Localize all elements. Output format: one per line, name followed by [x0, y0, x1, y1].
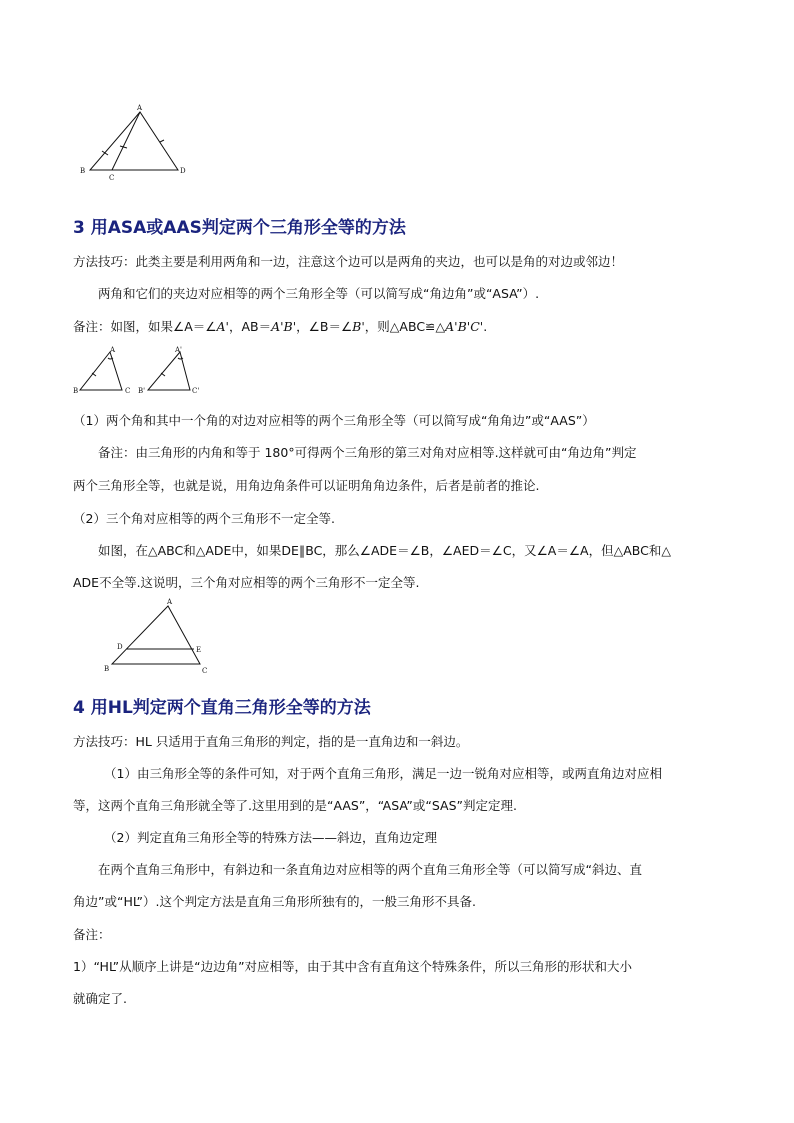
section-3-tip: 方法技巧：此类主要是利用两角和一边，注意这个边可以是两角的夹边，也可以是角的对边或邻边！ — [73, 254, 624, 269]
label-b: B — [104, 665, 110, 673]
label-c-prime: C' — [192, 387, 200, 395]
triangle-a1b1c1 — [148, 352, 190, 390]
angle-arc — [178, 358, 183, 359]
note-text: ，∠B＝∠ — [296, 319, 353, 334]
triangle-abc — [112, 606, 200, 664]
note-side-a1b1: A'B' — [271, 319, 297, 334]
note-text: 备注：如图，如果∠A＝∠ — [73, 319, 217, 334]
section-4-p1-line-1: （1）由三角形全等的条件可知，对于两个直角三角形，满足一边一锐角对应相等，或两直角边对应相 — [104, 766, 662, 781]
label-c: C — [125, 387, 131, 395]
section-3-rule: 两角和它们的夹边对应相等的两个三角形全等（可以简写成“角边角”或“ASA”）. — [98, 286, 540, 301]
label-a: A — [137, 104, 143, 112]
section-4-note-label: 备注： — [73, 927, 111, 942]
triangle-abc — [80, 352, 122, 390]
section-4-tip: 方法技巧：HL 只适用于直角三角形的判定，指的是一直角边和一斜边。 — [73, 734, 469, 749]
note-triangle-a1b1c1: A'B'C' — [445, 319, 484, 334]
triangle-outline — [90, 112, 178, 170]
section-3-example-line-2: ADE不全等.这说明，三个角对应相等的两个三角形不一定全等. — [73, 575, 420, 590]
section-4-p1-line-2: 等，这两个直角三角形就全等了.这里用到的是“AAS”，“ASA”或“SAS”判定定理. — [73, 798, 517, 813]
section-3-note-2-line-2: 两个三角形全等，也就是说，用角边角条件可以证明角角边条件，后者是前者的推论. — [73, 478, 540, 493]
angle-arc — [108, 358, 113, 359]
note-text: ，则△ABC≌△ — [364, 319, 446, 334]
label-c: C — [109, 174, 115, 182]
section-4-note-1-line-2: 就确定了. — [73, 991, 127, 1006]
section-3-heading: 3 用ASA或AAS判定两个三角形全等的方法 — [73, 218, 406, 238]
label-a: A — [167, 598, 173, 606]
label-b: B — [80, 167, 86, 175]
section-4-p3-line-2: 角边”或“HL”）.这个判定方法是直角三角形所独有的，一般三角形不具备. — [73, 894, 476, 909]
label-e: E — [196, 646, 202, 654]
note-text: . — [483, 319, 488, 334]
label-a-prime: A' — [175, 346, 182, 354]
label-b-prime: B' — [138, 387, 146, 395]
section-3-example-line-1: 如图，在△ABC和△ADE中，如果DE∥BC，那么∠ADE＝∠B，∠AED＝∠C，又∠A＝∠A，但△ABC和△ — [98, 543, 671, 558]
note-text: ，AB＝ — [228, 319, 272, 334]
section-4-p3-line-1: 在两个直角三角形中，有斜边和一条直角边对应相等的两个直角三角形全等（可以简写成“斜边、直 — [98, 862, 642, 877]
label-a: A — [110, 346, 116, 354]
figure-triangle-abd — [78, 100, 198, 182]
section-4-heading: 4 用HL判定两个直角三角形全等的方法 — [73, 698, 371, 718]
section-4-p2: （2）判定直角三角形全等的特殊方法——斜边，直角边定理 — [104, 830, 437, 845]
figure-two-triangles — [72, 346, 204, 398]
section-4-note-1-line-1: 1）“HL”从顺序上讲是“边边角”对应相等，由于其中含有直角这个特殊条件，所以三角形的形状和大小 — [73, 959, 633, 974]
note-angle-b1: B' — [352, 319, 365, 334]
segment-ac — [112, 112, 140, 170]
section-3-note — [73, 318, 487, 336]
label-d: D — [117, 643, 123, 651]
label-c: C — [202, 667, 208, 675]
figure-triangle-de-parallel-bc — [100, 594, 218, 678]
section-3-note-2-line-1: 备注：由三角形的内角和等于 180°可得两个三角形的第三对角对应相等.这样就可由“角边角”判定 — [98, 445, 637, 460]
section-3-item-1: （1）两个角和其中一个角的对边对应相等的两个三角形全等（可以简写成“角角边”或“AAS”） — [73, 413, 595, 428]
label-b: B — [73, 387, 79, 395]
note-angle-a1: A' — [216, 319, 229, 334]
tick-mark — [160, 140, 164, 142]
label-d: D — [180, 167, 186, 175]
section-3-item-2: （2）三个角对应相等的两个三角形不一定全等. — [73, 511, 335, 526]
